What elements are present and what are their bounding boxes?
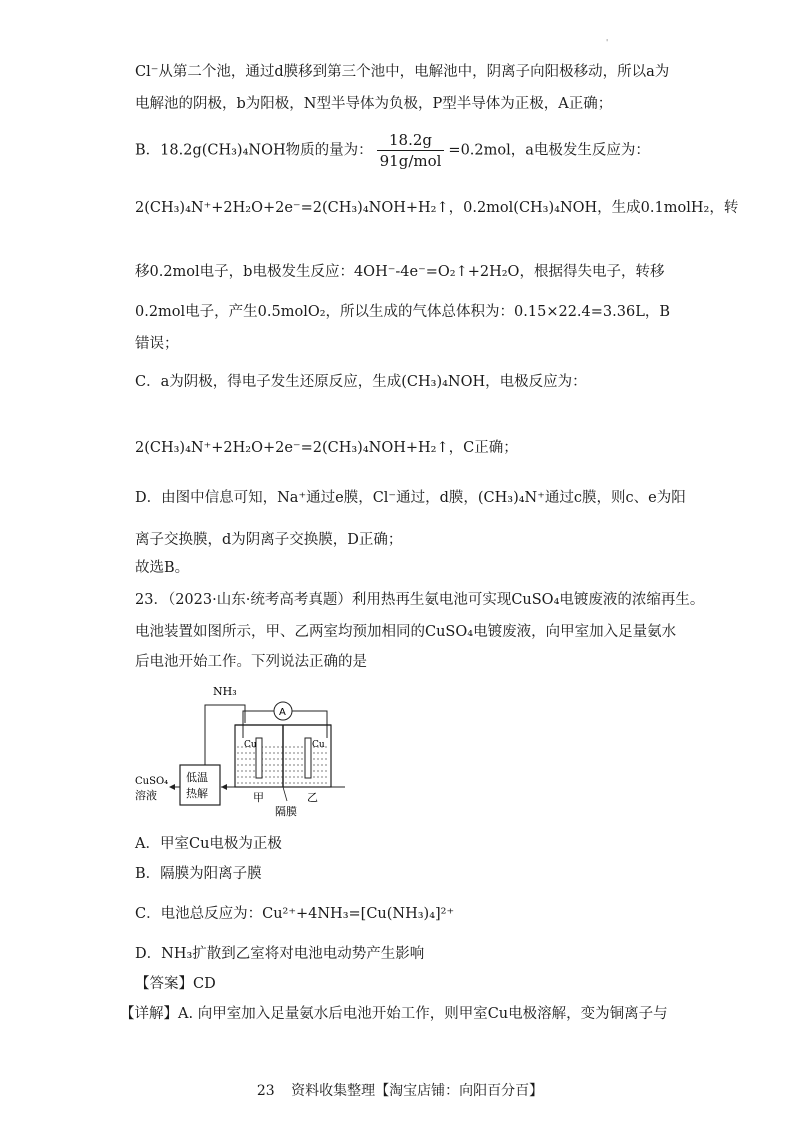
text-line-12: 故选B。 <box>135 560 190 576</box>
text-line-6: 0.2mol电子，产生0.5molO₂，所以生成的气体总体积为：0.15×22.4=3.36L，B <box>135 304 670 320</box>
heater-label-1: 低温 <box>186 771 208 784</box>
text-line-11: 离子交换膜，d为阴离子交换膜，D正确； <box>135 532 403 548</box>
question-23-stem-2: 电池装置如图所示，甲、乙两室均预加相同的CuSO₄电镀废液，向甲室加入足量氨水 <box>135 624 677 640</box>
text-line-7: 错误； <box>135 336 179 352</box>
text-line-10: D．由图中信息可知，Na⁺通过e膜，Cl⁻通过，d膜，(CH₃)₄N⁺通过c膜，则c、e为阳 <box>135 490 686 506</box>
left-cu-label: Cu <box>244 740 257 750</box>
question-23-stem-3: 后电池开始工作。下列说法正确的是 <box>135 654 367 670</box>
text-line-3b: =0.2mol，a电极发生反应为： <box>448 142 650 159</box>
text-line-8: C．a为阴极，得电子发生还原反应，生成(CH₃)₄NOH，电极反应为： <box>135 374 587 390</box>
nh3-label: NH₃ <box>213 685 237 698</box>
text-line-1: Cl⁻从第二个池，通过d膜移到第三个池中，电解池中，阴离子向阳极移动，所以a为 <box>135 64 670 80</box>
option-c: C．电池总反应为：Cu²⁺+4NH₃=[Cu(NH₃)₄]²⁺ <box>135 906 455 922</box>
option-d: D．NH₃扩散到乙室将对电池电动势产生影响 <box>135 946 425 962</box>
right-cu-electrode <box>305 738 311 778</box>
option-a: A．甲室Cu电极为正极 <box>135 836 282 852</box>
chamber-b-label: 乙 <box>307 791 318 804</box>
text-line-2: 电解池的阴极，b为阳极，N型半导体为负极，P型半导体为正极，A正确； <box>135 96 613 112</box>
footer-source: 资料收集整理【淘宝店铺：向阳百分百】 <box>291 1083 544 1099</box>
right-cu-label: Cu <box>312 740 325 750</box>
ammeter-label: A <box>279 707 286 718</box>
text-line-3 <box>135 130 650 171</box>
option-b: B．隔膜为阳离子膜 <box>135 866 262 882</box>
corner-mark: ' <box>606 38 609 47</box>
page-number: 23 <box>256 1083 275 1099</box>
explanation-line: 【详解】A. 向甲室加入足量氨水后电池开始工作，则甲室Cu电极溶解，变为铜离子与 <box>120 1006 668 1022</box>
text-line-4: 2(CH₃)₄N⁺+2H₂O+2e⁻=2(CH₃)₄NOH+H₂↑，0.2mol(CH₃)₄NOH，生成0.1molH₂，转 <box>135 200 739 216</box>
fraction-denominator: 91g/mol <box>379 152 442 170</box>
heater-label-2: 热解 <box>186 787 208 800</box>
chamber-a-label: 甲 <box>253 791 264 804</box>
text-line-5: 移0.2mol电子，b电极发生反应：4OH⁻-4e⁻=O₂↑+2H₂O，根据得失电子，转移 <box>135 264 665 280</box>
membrane-pointer <box>283 787 287 801</box>
product-arrow <box>169 784 175 790</box>
text-line-3a: B．18.2g(CH₃)₄NOH物质的量为： <box>135 142 373 159</box>
mass-over-molar-mass-fraction <box>377 130 445 171</box>
membrane-label: 隔膜 <box>275 805 297 818</box>
text-line-9: 2(CH₃)₄N⁺+2H₂O+2e⁻=2(CH₃)₄NOH+H₂↑，C正确； <box>135 440 518 456</box>
ammonia-battery-diagram <box>135 683 365 818</box>
solution-label: 溶液 <box>135 789 157 802</box>
fraction-numerator: 18.2g <box>377 130 445 151</box>
outlet-arrow <box>221 784 227 790</box>
question-23-stem: 23．（2023·山东·统考高考真题）利用热再生氨电池可实现CuSO₄电镀废液的浓缩再生。 <box>135 592 705 608</box>
page-footer <box>0 1080 800 1100</box>
answer-line: 【答案】CD <box>135 976 216 992</box>
left-cu-electrode <box>256 738 262 778</box>
cuso4-label: CuSO₄ <box>135 776 169 787</box>
